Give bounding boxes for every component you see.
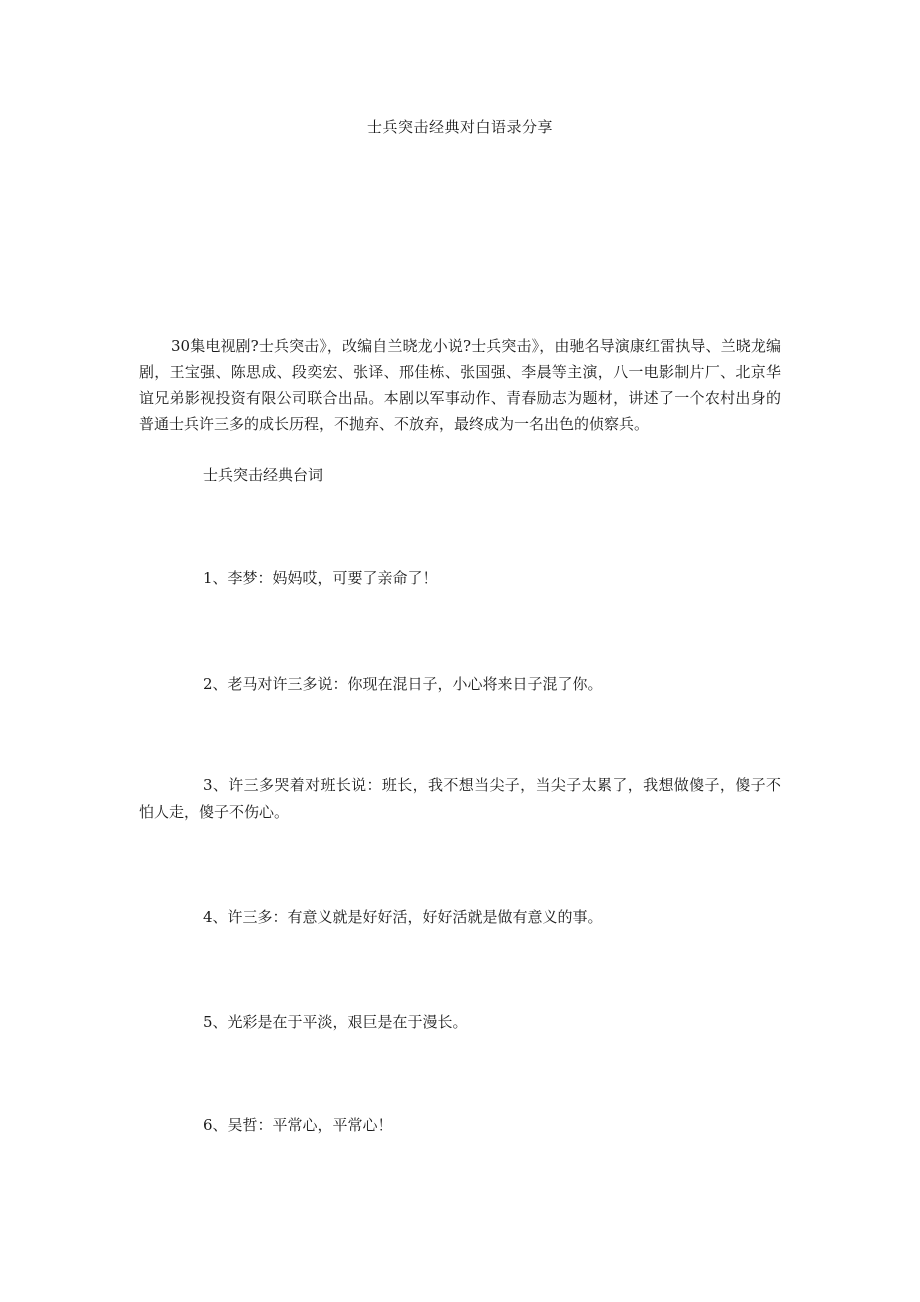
document-title: 士兵突击经典对白语录分享: [366, 118, 553, 136]
quote-item: 5、光彩是在于平淡，艰巨是在于漫长。: [203, 1013, 468, 1031]
quote-item: 2、老马对许三多说：你现在混日子，小心将来日子混了你。: [203, 675, 603, 693]
quote-item: 3、许三多哭着对班长说：班长，我不想当尖子，当尖子太累了，我想做傻子，傻子不怕人走，傻子不伤心。: [139, 776, 781, 821]
section-heading: 士兵突击经典台词: [203, 466, 324, 484]
quote-item: 6、吴哲：平常心，平常心！: [203, 1116, 393, 1134]
quote-item: 1、李梦：妈妈哎，可要了亲命了！: [203, 569, 438, 587]
quote-item: 4、许三多：有意义就是好好活，好好活就是做有意义的事。: [203, 908, 603, 926]
intro-paragraph: 30集电视剧?士兵突击》，改编自兰晓龙小说?士兵突击》，由驰名导演康红雷执导、兰晓龙编剧，王宝强、陈思成、段奕宏、张译、邢佳栋、张国强、李晨等主演，八一电影制片厂、北京华谊兄弟影视投资有限公司联合出品。本剧以军事动作、青春励志为题材，讲述了一个农村出身的普通士兵许三多的成长历程，不抛弃、不放弃，最终成为一名出色的侦察兵。: [139, 337, 781, 433]
